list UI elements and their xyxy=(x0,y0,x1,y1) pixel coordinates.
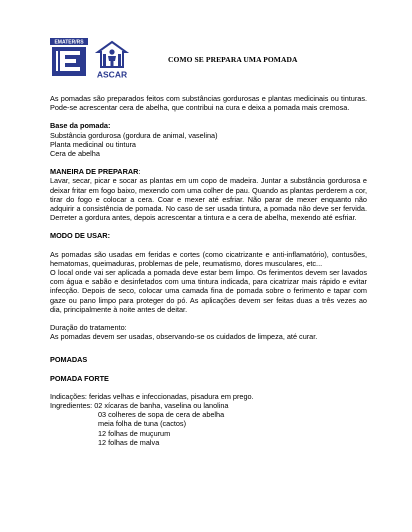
indicacoes-line: Indicações: feridas velhas e infeccionadas, pisadura em prego. xyxy=(50,391,254,401)
maneira-heading-suffix: : xyxy=(138,167,141,177)
modo-paragraph-uses: As pomadas são usadas em feridas e cortes (como cicatrizante e anti-inflamatório), contusões, hematomas, queimaduras, problemas de pele, reumatismo, dores musculares, etc... xyxy=(50,249,367,268)
modo-section xyxy=(50,231,367,341)
ascar-logo-icon xyxy=(92,40,132,80)
svg-text:EMATER/RS: EMATER/RS xyxy=(54,39,84,46)
maneira-section xyxy=(50,167,367,222)
duracao-heading: Duração do tratamento: xyxy=(50,323,127,333)
intro-paragraph: As pomadas são preparados feitos com substâncias gordurosas e plantas medicinais ou tinturas. Pode-se acrescentar cera de abelha, que contribui na cura e deixa a pomada mais cremosa. xyxy=(50,94,367,113)
base-item: Planta medicinal ou tintura xyxy=(50,139,136,149)
emater-logo-icon xyxy=(50,38,88,78)
base-item: Substância gordurosa (gordura de animal, vaselina) xyxy=(50,130,218,140)
duracao-text: As pomadas devem ser usadas, observando-se os cuidados de limpeza, até curar. xyxy=(50,332,318,342)
svg-text:ASCAR: ASCAR xyxy=(96,69,128,80)
ingredient-item: 12 folhas de malva xyxy=(98,437,160,447)
base-heading: Base da pomada: xyxy=(50,121,111,131)
base-item: Cera de abelha xyxy=(50,149,100,159)
modo-heading: MODO DE USAR: xyxy=(50,231,110,241)
pomadas-heading: POMADAS xyxy=(50,355,88,365)
ingredient-item: 12 folhas de muçurum xyxy=(98,428,171,438)
pomada-forte-heading: POMADA FORTE xyxy=(50,373,109,383)
maneira-heading: MANEIRA DE PREPARAR xyxy=(50,167,139,177)
maneira-heading-line xyxy=(50,167,367,176)
ingredientes-line: Ingredientes: 02 xícaras de banha, vaselina ou lanolina xyxy=(50,401,229,411)
document-body xyxy=(50,94,367,447)
maneira-paragraph: Lavar, secar, picar e socar as plantas em um copo de madeira. Juntar a substância gordurosa e deixar fritar em fogo baixo, mexendo com uma colher de pau. Quando as plantas perderem a cor, tirar do fogo e colocar a cera. Coar e mexer até esfriar. Não parar de mexer enquanto não adquirir a consistência de pomada. No caso de ser usada tintura, a pomada não deve ser fervida. Derreter a gordura antes, depois acrescentar a tintura e a cera de abelha, mexendo até esfriar. xyxy=(50,176,367,223)
ingredient-item: 03 colheres de sopa de cera de abelha xyxy=(98,410,225,420)
page-title: COMO SE PREPARA UMA POMADA xyxy=(168,55,298,64)
ingredient-item: meia folha de tuna (cactos) xyxy=(98,419,187,429)
document-header xyxy=(50,38,380,82)
modo-paragraph-application: O local onde vai ser aplicada a pomada deve estar bem limpo. Os ferimentos devem ser lavados com água e sabão e desinfetados com uma tintura indicada, para cicatrizar mais rápido e evitar infecção. Depois de seco, colocar uma camada fina de pomada sobre o ferimento e tapar com gaze ou pano limpo para proteger do pó. As aplicações devem ser feitas duas a três vezes ao dia, principalmente à noite antes de deitar. xyxy=(50,268,367,314)
pomadas-section xyxy=(50,355,367,447)
base-section xyxy=(50,121,367,158)
